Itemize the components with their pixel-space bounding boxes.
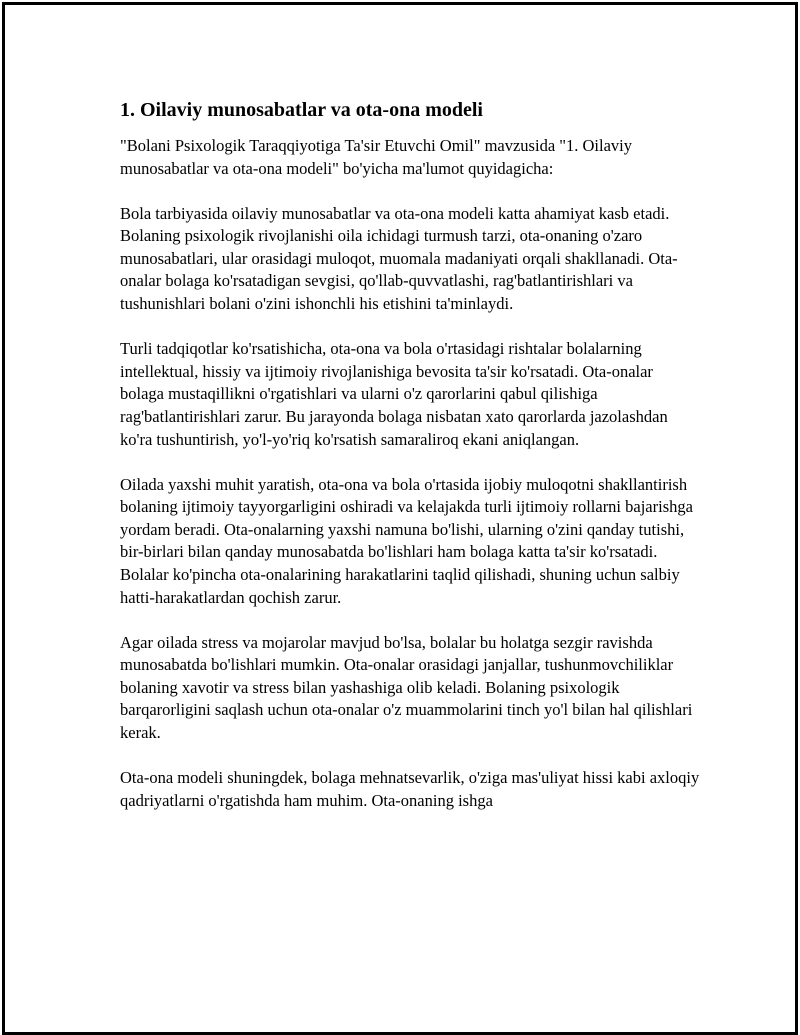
page-frame [2, 2, 798, 1035]
section-heading: 1. Oilaviy munosabatlar va ota-ona modeli [120, 99, 483, 121]
document-body [120, 95, 700, 812]
body-paragraph: Ota-ona modeli shuningdek, bolaga mehnatsevarlik, o'ziga mas'uliyat hissi kabi axloqiy qadriyatlarni o'rgatishda ham muhim. Ota-onaning ishga [120, 768, 700, 810]
body-paragraph: Turli tadqiqotlar ko'rsatishicha, ota-ona va bola o'rtasidagi rishtalar bolalarning intellektual, hissiy va ijtimoiy rivojlanishiga bevosita ta'sir ko'rsatadi. Ota-onalar bolaga mustaqillikni o'rgatishlari va ularni o'z qarorlarini qabul qilishiga rag'batlantirishlari zarur. Bu jarayonda bolaga nisbatan xato qarorlarda jazolashdan ko'ra tushuntirish, yo'l-yo'riq ko'rsatish samaraliroq ekani aniqlangan. [120, 339, 668, 449]
intro-paragraph: "Bolani Psixologik Taraqqiyotiga Ta'sir Etuvchi Omil" mavzusida "1. Oilaviy munosabatlar va ota-ona modeli" bo'yicha ma'lumot quyidagicha: [120, 136, 632, 178]
body-paragraph: Oilada yaxshi muhit yaratish, ota-ona va bola o'rtasida ijobiy muloqotni shakllantirish bolaning ijtimoiy tayyorgarligini oshiradi va kelajakda turli ijtimoiy rollarni bajarishga yordam beradi. Ota-onalarning yaxshi namuna bo'lishi, ularning o'zini qanday tutishi, bir-birlari bilan qanday munosabatda bo'lishlari ham bolaga katta ta'sir ko'rsatadi. Bolalar ko'pincha ota-onalarining harakatlarini taqlid qilishadi, shuning uchun salbiy hatti-harakatlardan qochish zarur. [120, 474, 693, 607]
body-paragraph: Agar oilada stress va mojarolar mavjud bo'lsa, bolalar bu holatga sezgir ravishda munosabatda bo'lishlari mumkin. Ota-onalar orasidagi janjallar, tushunmovchiliklar bolaning xavotir va stress bilan yashashiga olib keladi. Bolaning psixologik barqarorligini saqlash uchun ota-onalar o'z muammolarini tinch yo'l bilan hal qilishlari kerak. [120, 632, 693, 743]
body-paragraph: Bola tarbiyasida oilaviy munosabatlar va ota-ona modeli katta ahamiyat kasb etadi. Bolaning psixologik rivojlanishi oila ichidagi turmush tarzi, ota-onaning o'zaro munosabatlari, ular orasidagi muloqot, muomala madaniyati orqali shakllanadi. Ota-onalar bolaga ko'rsatadigan sevgisi, qo'llab-quvvatlashi, rag'batlantirishlari va tushunishlari bolani o'zini ishonchli his etishini ta'minlaydi. [120, 203, 678, 314]
